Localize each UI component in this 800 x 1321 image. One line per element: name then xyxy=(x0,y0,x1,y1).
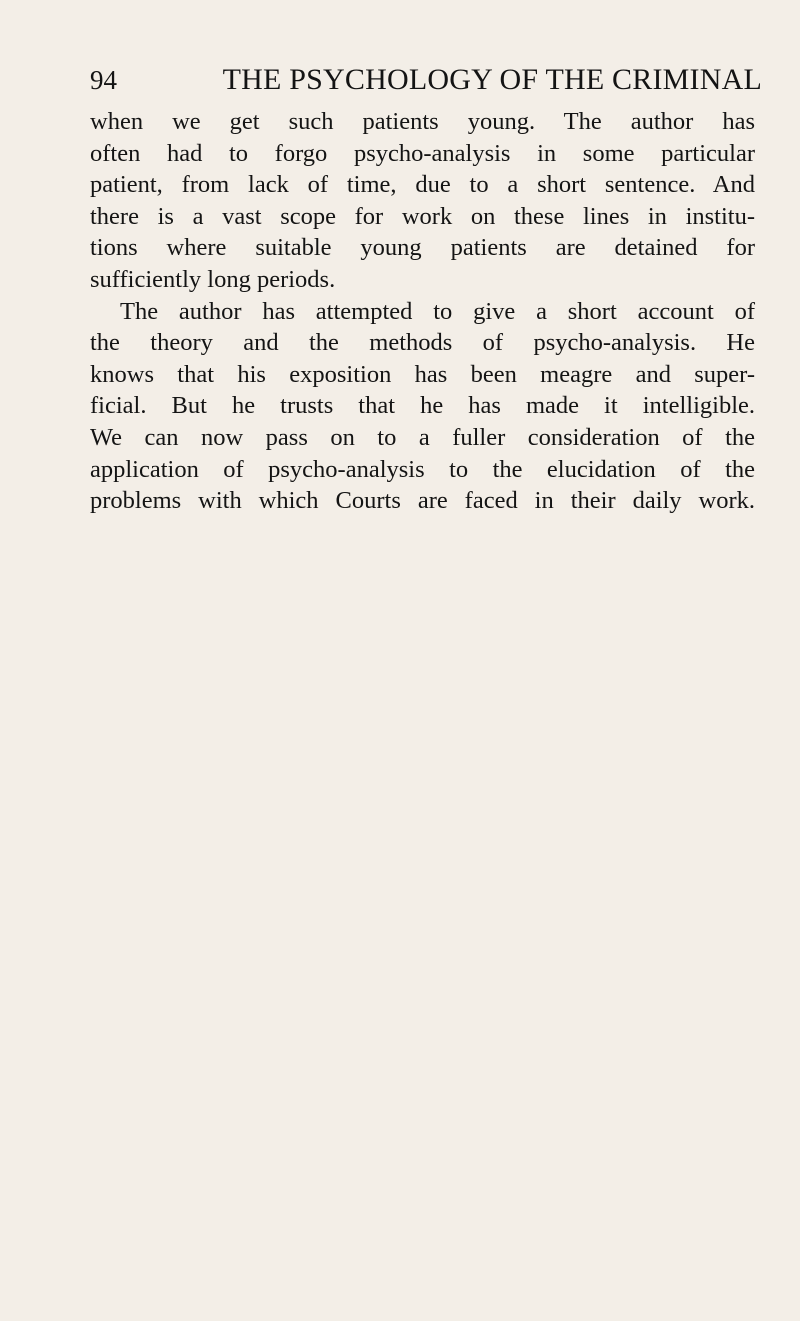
text-line: the theory and the methods of psycho-analysis. He xyxy=(90,329,755,357)
text-line: there is a vast scope for work on these lines in institu- xyxy=(90,202,755,230)
text-line: when we get such patients young. The author has xyxy=(90,108,755,135)
text-line: knows that his exposition has been meagre and super- xyxy=(90,360,755,388)
page-header xyxy=(90,58,762,102)
paragraph-2 xyxy=(90,296,755,517)
text-line: ficial. But he trusts that he has made it intelligible. xyxy=(90,392,755,420)
paragraph-1 xyxy=(90,106,755,296)
body-text xyxy=(90,106,755,517)
text-line: problems with which Courts are faced in their daily work. xyxy=(90,487,755,515)
text-line: application of psycho-analysis to the elucidation of the xyxy=(90,455,755,483)
text-line: We can now pass on to a fuller consideration of the xyxy=(90,423,755,451)
text-line: tions where suitable young patients are detained for xyxy=(90,234,755,262)
text-line: patient, from lack of time, due to a short sentence. And xyxy=(90,171,755,199)
text-line: often had to forgo psycho-analysis in some particular xyxy=(90,139,755,167)
text-line: The author has attempted to give a short account of xyxy=(120,297,755,325)
text-line: sufficiently long periods. xyxy=(90,265,336,293)
page-number: 94 xyxy=(90,65,117,95)
running-title: THE PSYCHOLOGY OF THE CRIMINAL xyxy=(222,63,762,96)
